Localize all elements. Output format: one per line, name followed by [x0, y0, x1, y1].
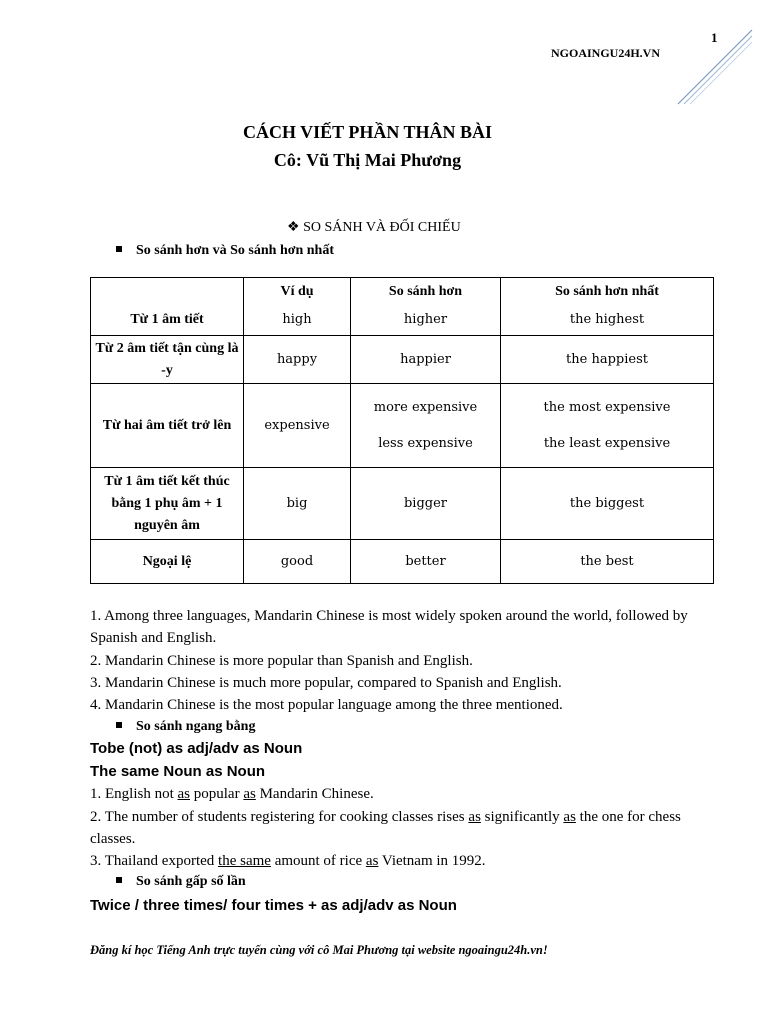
cell-comparative	[351, 384, 501, 468]
row-label: Từ 1 âm tiết	[91, 306, 244, 336]
author-line: Cô: Vũ Thị Mai Phương	[273, 150, 462, 170]
formula-same: The same Noun as Noun	[90, 763, 266, 780]
bullet-multiples	[116, 874, 246, 890]
comparison-table	[90, 277, 714, 584]
header-superlative: So sánh hơn nhất	[501, 278, 714, 306]
formula-equality: Tobe (not) as adj/adv as Noun	[90, 740, 303, 757]
table-row	[91, 336, 714, 384]
bullet-text: So sánh hơn và So sánh hơn nhất	[136, 243, 334, 258]
cell-superlative: the best	[501, 540, 714, 584]
section-heading-text: SO SÁNH VÀ ĐỐI CHIẾU	[303, 220, 461, 235]
site-header: NGOAINGU24H.VN	[551, 46, 661, 60]
cell-example: happy	[244, 336, 351, 384]
row-label: Ngoại lệ	[91, 540, 244, 584]
bullet-text: So sánh ngang bằng	[136, 719, 256, 734]
header-comparative: So sánh hơn	[351, 278, 501, 306]
table-row	[91, 306, 714, 336]
cell-superlative: the happiest	[501, 336, 714, 384]
row-label: Từ 2 âm tiết tận cùng là -y	[91, 336, 244, 384]
table-row	[91, 540, 714, 584]
section-heading	[287, 219, 461, 236]
bullet-equality	[116, 719, 255, 735]
cell-superlative: the biggest	[501, 468, 714, 540]
cell-line: less expensive	[378, 435, 473, 451]
table-corner-cell	[91, 278, 244, 306]
cell-superlative	[501, 384, 714, 468]
example-sentence: 3. Mandarin Chinese is much more popular, compared to Spanish and English.	[90, 675, 562, 691]
example-sentence: 3. Thailand exported the same amount of rice as Vietnam in 1992.	[90, 853, 486, 869]
example-sentence: 4. Mandarin Chinese is the most popular language among the three mentioned.	[90, 697, 563, 713]
cell-example: good	[244, 540, 351, 584]
page-title: CÁCH VIẾT PHẦN THÂN BÀI	[242, 122, 493, 142]
cell-comparative: higher	[351, 306, 501, 336]
cell-line: more expensive	[373, 399, 478, 415]
cell-line: the most expensive	[543, 399, 671, 415]
page-number: 1	[711, 30, 718, 45]
square-bullet-icon	[116, 246, 122, 252]
cell-comparative: happier	[351, 336, 501, 384]
cell-example: high	[244, 306, 351, 336]
cell-comparative: bigger	[351, 468, 501, 540]
example-sentence: 1. English not as popular as Mandarin Chinese.	[90, 786, 374, 802]
cell-comparative: better	[351, 540, 501, 584]
table-row	[91, 384, 714, 468]
cell-superlative: the highest	[501, 306, 714, 336]
cell-example: big	[244, 468, 351, 540]
bullet-comparative	[116, 243, 334, 259]
cell-line: the least expensive	[543, 435, 671, 451]
cell-example: expensive	[244, 384, 351, 468]
corner-decoration	[672, 24, 756, 108]
square-bullet-icon	[116, 877, 122, 883]
example-sentence: 2. Mandarin Chinese is more popular than Spanish and English.	[90, 653, 473, 669]
footer-note: Đăng kí học Tiếng Anh trực tuyến cùng với cô Mai Phương tại website ngoaingu24h.vn!	[90, 943, 548, 957]
row-label: Từ hai âm tiết trở lên	[91, 384, 244, 468]
example-sentence: 2. The number of students registering for cooking classes rises as significantly as the one for chess classes.	[90, 809, 681, 847]
example-sentence: 1. Among three languages, Mandarin Chinese is most widely spoken around the world, followed by Spanish and English.	[90, 608, 688, 646]
header-example: Ví dụ	[244, 278, 351, 306]
bullet-text: So sánh gấp số lần	[136, 874, 246, 889]
table-row	[91, 468, 714, 540]
formula-multiples: Twice / three times/ four times + as adj/adv as Noun	[90, 897, 457, 914]
square-bullet-icon	[116, 722, 122, 728]
row-label: Từ 1 âm tiết kết thúc bằng 1 phụ âm + 1 nguyên âm	[91, 468, 244, 540]
diamond-bullet-icon: ❖	[287, 220, 300, 235]
